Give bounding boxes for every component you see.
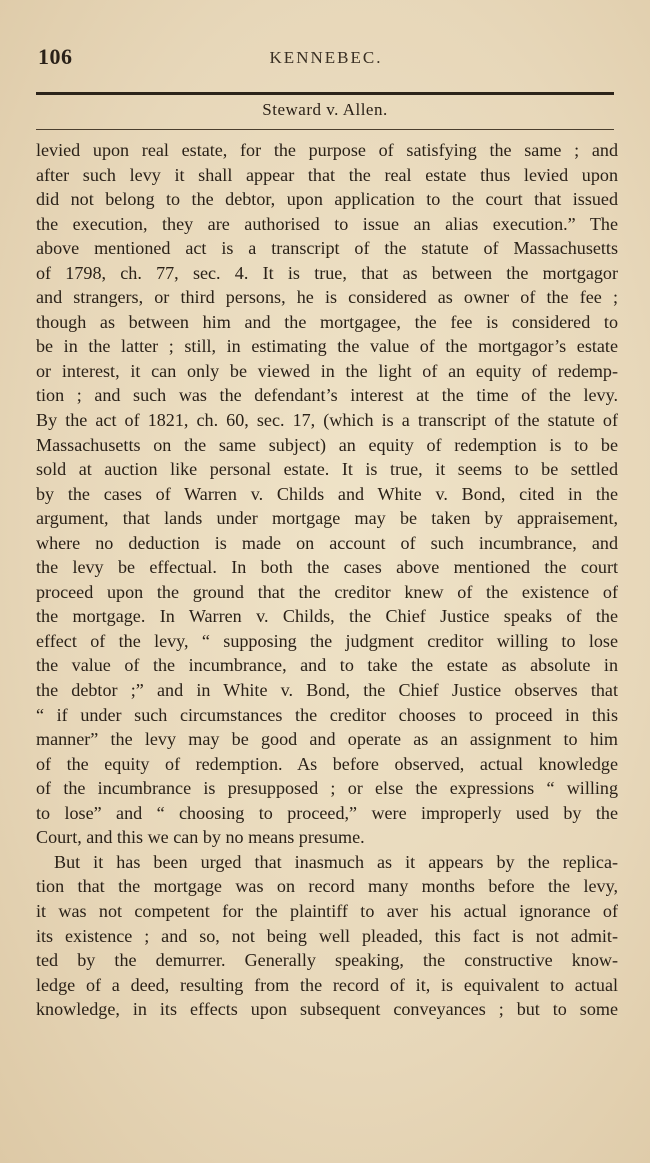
text-line: to lose” and “ choosing to proceed,” were improperly used by the <box>36 802 618 823</box>
text-line: of the equity of redemption. As before observed, actual knowledge <box>36 753 618 774</box>
text-line: of the incumbrance is presupposed ; or else the expressions “ willing <box>36 778 618 799</box>
text-line: argument, that lands under mortgage may be taken by appraisement, <box>36 508 618 529</box>
text-line: manner” the levy may be good and operate as an assignment to him <box>36 729 618 750</box>
page-number: 106 <box>38 44 73 69</box>
text-line: Massachusetts on the same subject) an equity of redemption is to be <box>36 434 618 455</box>
text-line: proceed upon the ground that the creditor knew of the existence of <box>36 581 618 602</box>
text-line: above mentioned act is a transcript of the statute of Massachusetts <box>36 238 618 259</box>
body-text <box>36 138 618 1022</box>
text-line: it was not competent for the plaintiff to aver his actual ignorance of <box>36 900 618 921</box>
text-line: the levy be effectual. In both the cases above mentioned the court <box>36 557 618 578</box>
text-line: ted by the demurrer. Generally speaking, the constructive know- <box>36 950 618 971</box>
text-line: effect of the levy, “ supposing the judgment creditor willing to lose <box>36 630 618 651</box>
text-line: sold at auction like personal estate. It is true, it seems to be settled <box>36 459 618 480</box>
text-line: of 1798, ch. 77, sec. 4. It is true, that as between the mortgagor <box>36 262 618 283</box>
text-line: the execution, they are authorised to issue an alias execution.” The <box>36 213 618 234</box>
text-line: tion ; and such was the defendant’s interest at the time of the levy. <box>36 385 618 406</box>
text-line: ledge of a deed, resulting from the record of it, is equivalent to actual <box>36 974 618 995</box>
text-line: “ if under such circumstances the creditor chooses to proceed in this <box>36 704 618 725</box>
running-title: KENNEBEC. <box>269 48 383 67</box>
text-line: the mortgage. In Warren v. Childs, the Chief Justice speaks of the <box>36 606 618 627</box>
text-line: tion that the mortgage was on record many months before the levy, <box>36 876 618 897</box>
text-line: the debtor ;” and in White v. Bond, the Chief Justice observes that <box>36 680 618 701</box>
text-line: be in the latter ; still, in estimating the value of the mortgagor’s estate <box>36 336 618 357</box>
text-line: levied upon real estate, for the purpose of satisfying the same ; and <box>36 140 618 160</box>
paragraph-end-line: Court, and this we can by no means presume. <box>36 827 365 848</box>
text-line: where no deduction is made on account of such incumbrance, and <box>36 532 618 553</box>
case-title-rule <box>36 129 614 130</box>
text-line: though as between him and the mortgagee, the fee is considered to <box>36 311 618 332</box>
page-header <box>36 44 616 74</box>
text-line: by the cases of Warren v. Childs and White v. Bond, cited in the <box>36 483 618 504</box>
text-line: and strangers, or third persons, he is considered as owner of the fee ; <box>36 287 618 308</box>
text-line: its existence ; and so, not being well pleaded, this fact is not admit- <box>36 925 618 946</box>
text-line: the value of the incumbrance, and to take the estate as absolute in <box>36 655 618 676</box>
text-line: did not belong to the debtor, upon application to the court that issued <box>36 189 618 210</box>
paragraph-start-line: But it has been urged that inasmuch as it appears by the replica- <box>54 851 618 872</box>
text-line: after such levy it shall appear that the real estate thus levied upon <box>36 164 618 185</box>
case-title: Steward v. Allen. <box>262 100 388 119</box>
header-rule <box>36 92 614 95</box>
text-line: knowledge, in its effects upon subsequent conveyances ; but to some <box>36 999 618 1020</box>
text-line: By the act of 1821, ch. 60, sec. 17, (which is a transcript of the statute of <box>36 410 618 431</box>
text-line: or interest, it can only be viewed in the light of an equity of redemp- <box>36 360 618 381</box>
